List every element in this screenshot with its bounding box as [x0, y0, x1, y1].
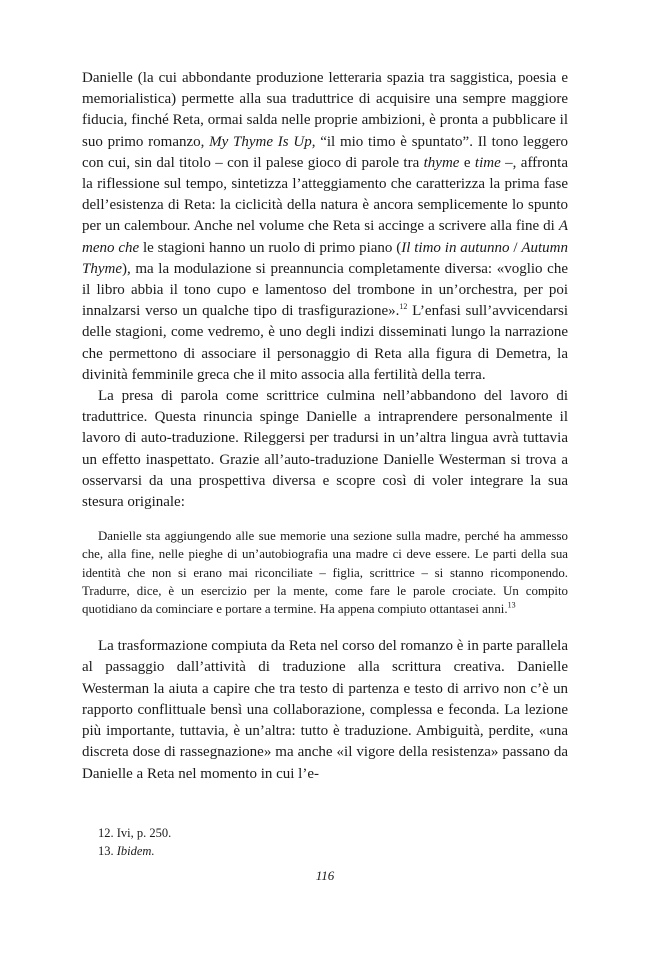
- text-run: Danielle (la cui abbondante produzione letteraria spazia tra saggistica, poesia e memorialistica) permette alla sua traduttrice di acquisire una sempre maggiore fiducia, finché Reta, ormai salda nelle proprie ambizioni, è pronta a pubblicare il suo primo romanzo,: [82, 70, 568, 150]
- book-title: A meno che: [82, 218, 568, 256]
- footnote-text: Ibidem.: [116, 844, 155, 858]
- text-run: , “il mio timo è spuntato”. Il tono leggero con cui, sin dal titolo – con il palese gioco di parole tra: [82, 133, 568, 171]
- text-run: /: [509, 239, 522, 256]
- italic-word: thyme: [423, 154, 460, 171]
- text-run: e: [459, 154, 475, 171]
- block-quote: [82, 527, 568, 618]
- footnote-12: 12. Ivi, p. 250.: [98, 826, 172, 840]
- text-run: L’enfasi sull’avvicendarsi delle stagioni, come vedremo, è uno degli indizi disseminati lungo la narrazione che permettono di associare il personaggio di Reta alla figura di Demetra, la divinità femminile greca che il mito associa alla fertilità della terra.: [82, 303, 568, 383]
- paragraph-2: La presa di parola come scrittrice culmina nell’abbandono del lavoro di traduttrice. Questa rinuncia spinge Danielle a intraprendere personalmente il lavoro di auto-traduzione. Rileggersi per tradursi in un’altra lingua avrà tuttavia un effetto inaspettato. Grazie all’auto-traduzione Danielle Westerman si trova a osservarsi da una prospettiva diversa e scopre così di voler integrare la sua stesura originale:: [82, 388, 568, 511]
- paragraph-1: [82, 68, 568, 386]
- footnote-ref-13[interactable]: 13: [507, 600, 516, 610]
- page-number: 116: [315, 868, 335, 883]
- footnote-13: [98, 842, 171, 860]
- quote-text: Danielle sta aggiungendo alle sue memorie una sezione sulla madre, perché ha ammesso che, alla fine, nelle pieghe di un’autobiografia una madre ci deve essere. Le parti della sua identità che non si erano mai riconciliate – figlia, scrittrice – si stanno ricomponendo. Tradurre, dice, è un esercizio per la mente, come fare le parole crociate. Un compito quotidiano da cominciare e portare a termine. Ha appena compiuto ottantasei anni.: [82, 529, 568, 617]
- book-title: Il timo in autunno: [401, 239, 510, 256]
- paragraph-3: La trasformazione compiuta da Reta nel corso del romanzo è in parte parallela al passaggio dall’attività di traduzione alla scrittura creativa. Danielle Westerman la aiuta a capire che tra testo di partenza e testo di arrivo non c’è un rapporto conflittuale bensì una collaborazione, complessa e feconda. La lezione più importante, tuttavia, è un’altra: tutto è traduzione. Ambiguità, perdite, «una discreta dose di rassegnazione» ma anche «il vigore della resistenza» passano da Danielle a Reta nel momento in cui l’e-: [82, 638, 568, 782]
- footnotes: [98, 824, 171, 860]
- page-body: [82, 68, 568, 785]
- footnote-ref-12[interactable]: 12: [399, 302, 408, 312]
- text-run: ), ma la modulazione si preannuncia completamente diversa: «voglio che il libro abbia il tono cupo e lamentoso del trombone in un’orchestra, per poi innalzarsi verso un qualche tipo di trasfigurazione».: [82, 260, 568, 320]
- book-title: Autumn Thyme: [82, 239, 569, 277]
- footnote-number: 13.: [98, 844, 117, 858]
- italic-word: time: [474, 154, 501, 171]
- text-run: le stagioni hanno un ruolo di primo piano (: [139, 239, 402, 256]
- book-title: My Thyme Is Up: [209, 133, 312, 150]
- text-run: –, affronta la riflessione sul tempo, sintetizza l’atteggiamento che caratterizza la prima fase dell’esistenza di Reta: la ciclicità della natura è ancora semplicemente lo spunto per un calembour. Anche nel volume che Reta si accinge a scrivere alla fine di: [82, 154, 568, 235]
